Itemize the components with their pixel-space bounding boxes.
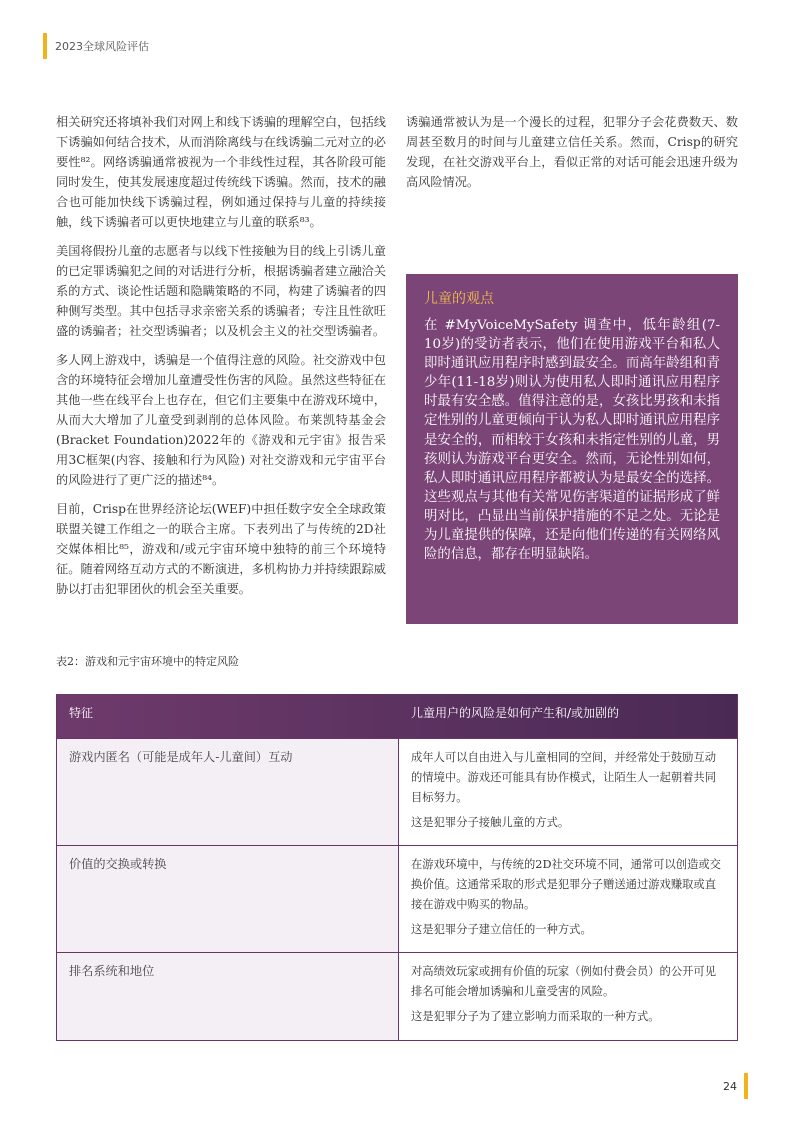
risk-summary: 这是犯罪分子为了建立影响力而采取的一种方式。 bbox=[411, 1010, 660, 1023]
table-header bbox=[57, 694, 737, 738]
risk-summary: 这是犯罪分子建立信任的一种方式。 bbox=[411, 923, 592, 936]
risk-cell bbox=[399, 739, 737, 845]
feature-cell: 价值的交换或转换 bbox=[57, 846, 399, 952]
feature-cell: 游戏内匿名（可能是成年人-儿童间）互动 bbox=[57, 739, 399, 845]
table-row bbox=[57, 845, 737, 952]
table-row bbox=[57, 738, 737, 845]
footer-accent-bar bbox=[744, 1073, 748, 1099]
table-caption: 表2：游戏和元宇宙环境中的特定风险 bbox=[56, 655, 239, 668]
risk-cell bbox=[399, 953, 737, 1040]
risk-description: 在游戏环境中，与传统的2D社交环境不同，通常可以创造或交换价值。这通常采取的形式是犯罪分子赠送通过游戏赚取或直接在游戏中购买的物品。 bbox=[411, 858, 721, 911]
risk-description: 对高绩效玩家或拥有价值的玩家（例如付费会员）的公开可见排名可能会增加诱骗和儿童受害的风险。 bbox=[411, 965, 717, 998]
children-perspective-callout bbox=[406, 274, 738, 624]
risk-description: 成年人可以自由进入与儿童相同的空间，并经常处于鼓励互动的情境中。游戏还可能具有协作模式，让陌生人一起朝着共同目标努力。 bbox=[411, 751, 717, 804]
feature-cell: 排名系统和地位 bbox=[57, 953, 399, 1040]
header-accent-bar bbox=[43, 33, 47, 59]
header-risk: 儿童用户的风险是如何产生和/或加剧的 bbox=[411, 706, 620, 720]
left-paragraph-4: 目前，Crisp在世界经济论坛(WEF)中担任数字安全全球政策联盟关键工作组之一的联合主席。下表列出了与传统的2D社交媒体相比⁸⁵，游戏和/或元宇宙环境中独特的前三个环境特征。随着网络互动方式的不断演进，多机构协力并持续跟踪威胁以打击犯罪团伙的机会至关重要。 bbox=[56, 502, 386, 596]
risk-cell bbox=[399, 846, 737, 952]
risk-table bbox=[56, 694, 738, 1041]
header-title: 2023全球风险评估 bbox=[55, 40, 149, 53]
right-column bbox=[406, 112, 738, 201]
left-column bbox=[56, 112, 386, 608]
callout-title: 儿童的观点 bbox=[424, 291, 494, 307]
right-paragraph: 诱骗通常被认为是一个漫长的过程，犯罪分子会花费数天、数周甚至数月的时间与儿童建立信任关系。然而，Crisp的研究发现，在社交游戏平台上，看似正常的对话可能会迅速升级为高风险情况。 bbox=[406, 115, 738, 189]
header-feature: 特征 bbox=[69, 706, 94, 720]
left-paragraph-2: 美国将假扮儿童的志愿者与以线下性接触为目的线上引诱儿童的已定罪诱骗犯之间的对话进行分析，根据诱骗者建立融洽关系的方式、谈论性话题和隐瞒策略的不同，构建了诱骗者的四种侧写类型。其中包括寻求亲密关系的诱骗者；专注且性欲旺盛的诱骗者；社交型诱骗者；以及机会主义的社交型诱骗者。 bbox=[56, 244, 386, 338]
left-paragraph-1: 相关研究还将填补我们对网上和线下诱骗的理解空白，包括线下诱骗如何结合技术，从而消除离线与在线诱骗二元对立的必要性⁸²。网络诱骗通常被视为一个非线性过程，其各阶段可能同时发生，使其发展速度超过传统线下诱骗。然而，技术的融合也可能加快线下诱骗过程，例如通过保持与儿童的持续接触，线下诱骗者可以更快地建立与儿童的联系⁸³。 bbox=[56, 115, 386, 229]
risk-summary: 这是犯罪分子接触儿童的方式。 bbox=[411, 816, 570, 829]
table-row bbox=[57, 952, 737, 1040]
left-paragraph-3: 多人网上游戏中，诱骗是一个值得注意的风险。社交游戏中包含的环境特征会增加儿童遭受性伤害的风险。虽然这些特征在其他一些在线平台上也存在，但它们主要集中在游戏环境中，从而大大增加了儿童受到剥削的总体风险。布莱凯特基金会(Bracket Foundation)2022年的《游戏和元宇宙》报告采用3C框架(内容、接触和行为风险) 对社交游戏和元宇宙平台的风险进行了更广泛的描述⁸⁴。 bbox=[56, 353, 386, 487]
page-number: 24 bbox=[723, 1080, 737, 1093]
callout-text: 在 #MyVoiceMySafety 调查中，低年龄组(7-10岁)的受访者表示，他们在使用游戏平台和私人即时通讯应用程序时感到最安全。而高年龄组和青少年(11-18岁)则认为使用私人即时通讯应用程序时最有安全感。值得注意的是，女孩比男孩和未指定性别的儿童更倾向于认为私人即时通讯应用程序是安全的，而相较于女孩和未指定性别的儿童，男孩则认为游戏平台更安全。然而，无论性别如何，私人即时通讯应用程序都被认为是最安全的选择。这些观点与其他有关常见伤害渠道的证据形成了鲜明对比，凸显出当前保护措施的不足之处。无论是为儿童提供的保障，还是向他们传递的有关网络风险的信息，都存在明显缺陷。 bbox=[424, 318, 720, 563]
